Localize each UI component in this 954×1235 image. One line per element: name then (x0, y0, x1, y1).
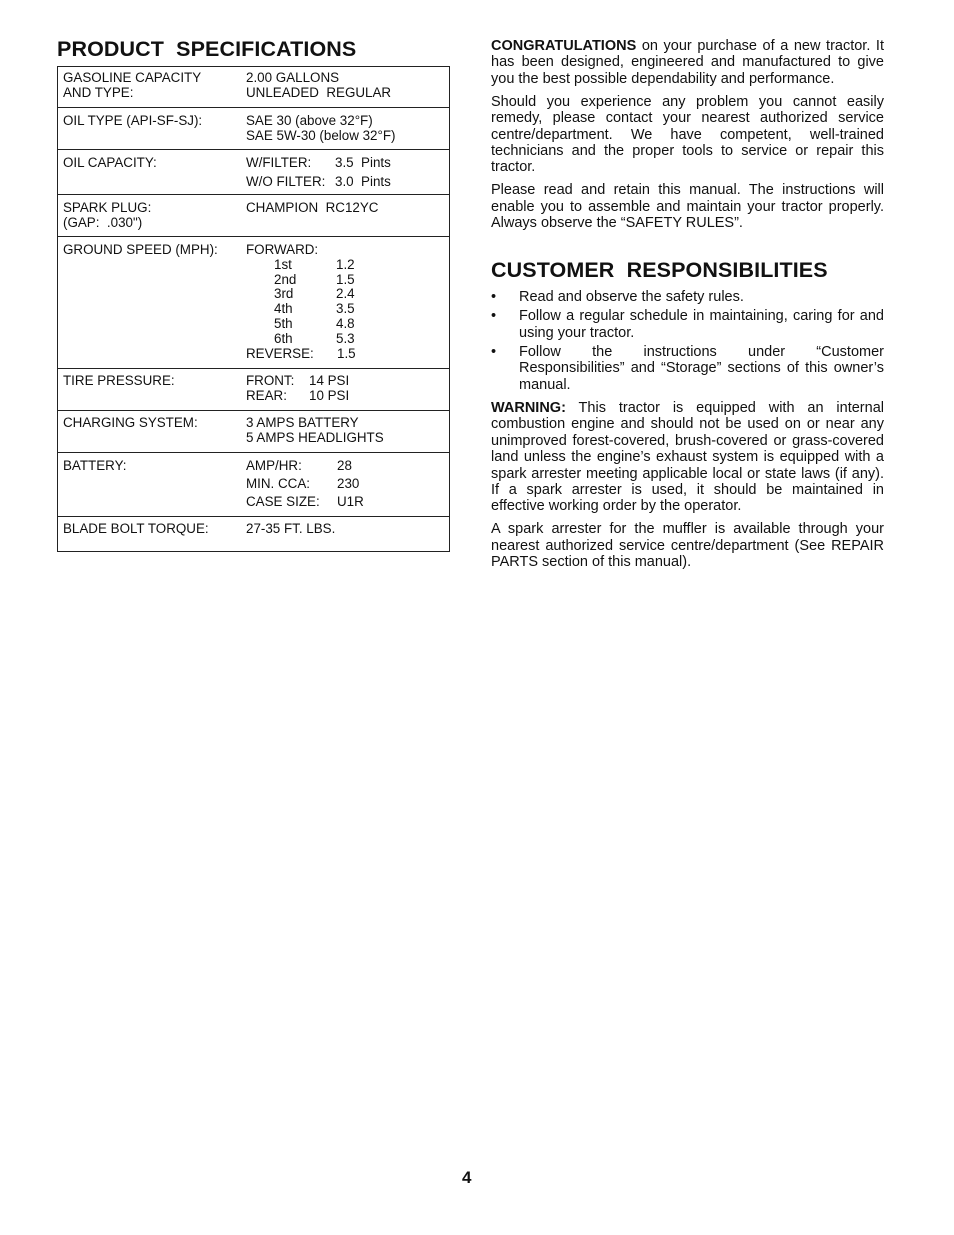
spec-value-line: 5 AMPS HEADLIGHTS (246, 430, 384, 445)
spec-value-pair (246, 286, 446, 301)
spec-value (246, 415, 446, 445)
bullet-icon: • (491, 308, 497, 325)
spec-label-line: SPARK PLUG: (63, 200, 152, 215)
responsibility-text: Follow a regular schedule in maintaining, caring for and using your tractor. (519, 308, 884, 341)
spec-value-pair (246, 331, 446, 346)
spec-value-number: 3.5 (336, 301, 355, 317)
spec-row (58, 516, 449, 551)
service-paragraph: Should you experience any problem you cannot easily remedy, please contact your nearest authorized service centre/department. We have competent, well-trained technicians and the proper tools to service or repair this tractor. (491, 93, 884, 176)
spec-value-key: AMP/HR: (246, 458, 302, 473)
spec-row (58, 107, 449, 149)
spec-value-key: W/FILTER: (246, 155, 312, 170)
spec-value-number: 3.5 Pints (335, 155, 391, 170)
spec-label (63, 373, 243, 388)
spec-value-pair (246, 373, 446, 388)
spec-value-pair (246, 272, 446, 287)
spec-value-number: 1.5 (337, 345, 356, 361)
specifications-heading: PRODUCT SPECIFICATIONS (57, 37, 357, 61)
congratulations-text: on your purchase of a new tractor. It has been designed, engineered and manufactured to give you the best possible dependability and performance. (491, 38, 884, 87)
spec-value (246, 521, 446, 536)
spec-value-pair (246, 388, 446, 403)
spec-value-pair (246, 458, 446, 476)
spec-label (63, 200, 243, 230)
spec-value-pair (246, 494, 446, 512)
spec-value-line: SAE 5W-30 (below 32°F) (246, 128, 396, 143)
spec-value (246, 373, 446, 403)
spec-label-line: OIL CAPACITY: (63, 155, 157, 170)
spec-label-line: BLADE BOLT TORQUE: (63, 521, 209, 536)
spec-value (246, 242, 446, 360)
spec-value-pair (246, 257, 446, 272)
responsibility-item (491, 289, 884, 305)
warning-text: This tractor is equipped with an internal combustion engine and should not be used on or near any unimproved forest-covered, brush-covered or grass-covered land unless the engine’s exhaust system is equipped with a spark arrester meeting applicable local or state laws (if any). If a spark arrester is used, it should be maintained in effective working order by the operator. (491, 399, 884, 515)
warning-paragraph (491, 400, 884, 515)
spec-value-line: UNLEADED REGULAR (246, 85, 392, 100)
spec-value-key: 2nd (274, 271, 297, 287)
spec-value-key: 1st (274, 256, 292, 272)
spec-label (63, 521, 243, 536)
spec-value-number: 3.0 Pints (335, 174, 391, 189)
spec-value-line: 2.00 GALLONS (246, 70, 340, 85)
spec-value (246, 458, 446, 512)
congratulations-label: CONGRATULATIONS (491, 38, 637, 54)
spec-value-key: 4th (274, 301, 293, 317)
spec-label-line: GASOLINE CAPACITY (63, 70, 202, 85)
responsibilities-list (491, 289, 884, 392)
spec-label (63, 415, 243, 430)
spec-value-number: 14 PSI (309, 373, 350, 388)
spec-value-pair (246, 155, 446, 174)
spec-row (58, 236, 449, 368)
spec-label-line: AND TYPE: (63, 85, 134, 100)
spark-arrester-paragraph: A spark arrester for the muffler is available through your nearest authorized service centre/department (See REPAIR PARTS section of this manual). (491, 521, 884, 571)
congratulations-paragraph (491, 38, 884, 87)
spec-value-number: 1.2 (336, 256, 355, 272)
spec-row (58, 452, 449, 516)
spec-value-pair (246, 476, 446, 494)
spec-value-pair (246, 346, 446, 361)
retain-manual-paragraph: Please read and retain this manual. The instructions will enable you to assemble and maintain your tractor properly. Always observe the “SAFETY RULES”. (491, 182, 884, 232)
spec-label (63, 113, 243, 128)
bullet-icon: • (491, 289, 497, 306)
spec-label-line: OIL TYPE (API-SF-SJ): (63, 113, 203, 128)
spec-label-line: (GAP: .030") (63, 215, 143, 230)
spec-value-line: CHAMPION RC12YC (246, 200, 379, 215)
spec-row (58, 368, 449, 410)
spec-label (63, 458, 243, 476)
specifications-section (57, 36, 450, 552)
spec-value-key: 3rd (274, 286, 294, 302)
spec-row (58, 194, 449, 236)
responsibility-item (491, 308, 884, 341)
spec-value (246, 155, 446, 193)
spec-value (246, 200, 446, 215)
spec-label (63, 70, 243, 100)
spec-value-number: 5.3 (336, 330, 355, 346)
spec-row (58, 149, 449, 194)
spec-value (246, 113, 446, 143)
spec-label (63, 155, 243, 174)
warning-label: WARNING: (491, 399, 566, 416)
spec-row (58, 67, 449, 107)
spec-value-number: 10 PSI (309, 388, 350, 403)
spec-label-line: GROUND SPEED (MPH): (63, 242, 218, 257)
spec-value-key: FRONT: (246, 373, 295, 388)
spec-label (63, 242, 243, 257)
spec-value-pair (246, 301, 446, 316)
spec-value-key: W/O FILTER: (246, 174, 326, 189)
spec-value-pair (246, 174, 446, 193)
specifications-table (57, 66, 450, 552)
spec-value-key: 6th (274, 330, 293, 346)
responsibility-text: Follow the instructions under “Customer Responsibilities” and “Storage” sections of this owner’s manual. (519, 343, 884, 393)
spec-value-line: SAE 30 (above 32°F) (246, 113, 373, 128)
spec-value (246, 70, 446, 100)
intro-column (491, 38, 884, 577)
spec-label-line: BATTERY: (63, 458, 127, 473)
spec-value-line: 3 AMPS BATTERY (246, 415, 359, 430)
spec-value-key: 5th (274, 315, 293, 331)
spec-row (58, 410, 449, 452)
spec-label-line: CHARGING SYSTEM: (63, 415, 198, 430)
spec-value-line: 27-35 FT. LBS. (246, 521, 336, 536)
responsibilities-heading: CUSTOMER RESPONSIBILITIES (491, 258, 828, 283)
spec-value-number: 2.4 (336, 286, 355, 302)
responsibility-text: Read and observe the safety rules. (519, 289, 744, 306)
spec-value-key: REVERSE: (246, 345, 314, 361)
spec-value-number: 4.8 (336, 315, 355, 331)
page-number: 4 (462, 1168, 472, 1187)
spec-value-pair (246, 316, 446, 331)
spec-value-number: 28 (337, 458, 352, 473)
spec-value-number: 1.5 (336, 271, 355, 287)
bullet-icon: • (491, 343, 497, 360)
spec-label-line: TIRE PRESSURE: (63, 373, 175, 388)
spec-value-number: U1R (337, 494, 364, 509)
spec-value-key: REAR: (246, 388, 287, 403)
spec-value-key: MIN. CCA: (246, 476, 310, 491)
responsibility-item (491, 344, 884, 393)
spec-value-number: 230 (337, 476, 360, 491)
spec-value-key: CASE SIZE: (246, 494, 320, 509)
spec-value-line: FORWARD: (246, 242, 319, 257)
